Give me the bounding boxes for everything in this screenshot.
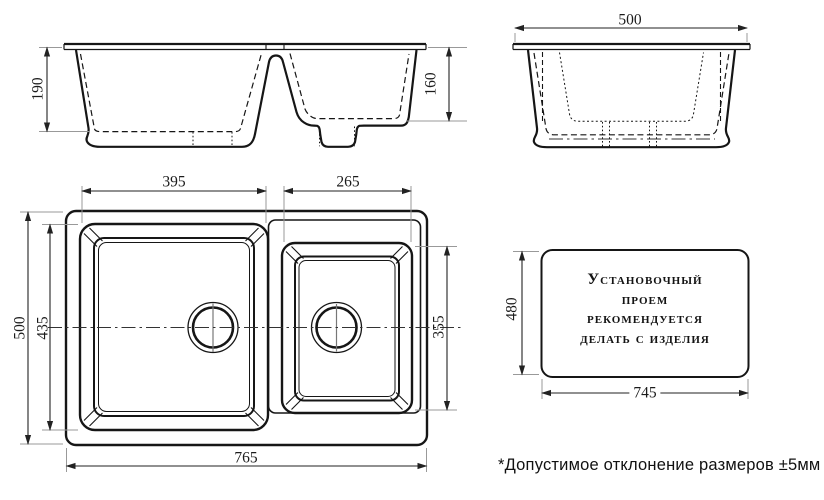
front-hidden-drain-lines bbox=[193, 127, 355, 147]
side-body-outline bbox=[528, 50, 735, 147]
plan-small-bowl-inner2 bbox=[299, 261, 395, 397]
cutout-note-line4: делать с изделия bbox=[580, 329, 710, 347]
dim-label-large-bowl-depth: 190 bbox=[29, 77, 47, 101]
side-hidden-small-bowl bbox=[560, 53, 704, 122]
front-view bbox=[64, 44, 426, 147]
dim-label-small-bowl-depth: 160 bbox=[422, 72, 440, 96]
plan-small-bowl-platform bbox=[269, 220, 421, 413]
side-view bbox=[513, 44, 750, 147]
front-hidden-small-bowl bbox=[290, 54, 409, 119]
dim-label-small-bowl-width: 265 bbox=[336, 173, 360, 191]
dim-label-cutout-width: 745 bbox=[629, 385, 660, 401]
cutout-note-line2: проем bbox=[621, 290, 669, 308]
plan-small-bowl-inner bbox=[295, 257, 399, 401]
dim-label-large-bowl-length: 435 bbox=[34, 316, 52, 340]
tolerance-footnote: *Допустимое отклонение размеров ±5мм bbox=[498, 456, 821, 474]
dim-label-small-bowl-length: 355 bbox=[430, 315, 448, 339]
dim-label-large-bowl-width: 395 bbox=[162, 173, 186, 191]
front-body-outline bbox=[76, 50, 417, 147]
cutout-note bbox=[580, 270, 710, 348]
cutout-note-line1: Установочный bbox=[587, 271, 703, 288]
dim-label-overall-depth: 500 bbox=[11, 316, 29, 340]
side-hidden-large-bowl bbox=[534, 53, 729, 135]
front-hidden-large-bowl bbox=[81, 54, 262, 132]
dim-label-cutout-height: 480 bbox=[503, 297, 521, 321]
cutout-note-line3: рекомендуется bbox=[587, 310, 703, 327]
side-hidden-walls bbox=[543, 52, 721, 122]
extension-lines bbox=[20, 33, 748, 472]
dim-label-side-width: 500 bbox=[618, 11, 642, 29]
dim-label-overall-width: 765 bbox=[234, 449, 258, 467]
plan-view bbox=[48, 211, 461, 445]
